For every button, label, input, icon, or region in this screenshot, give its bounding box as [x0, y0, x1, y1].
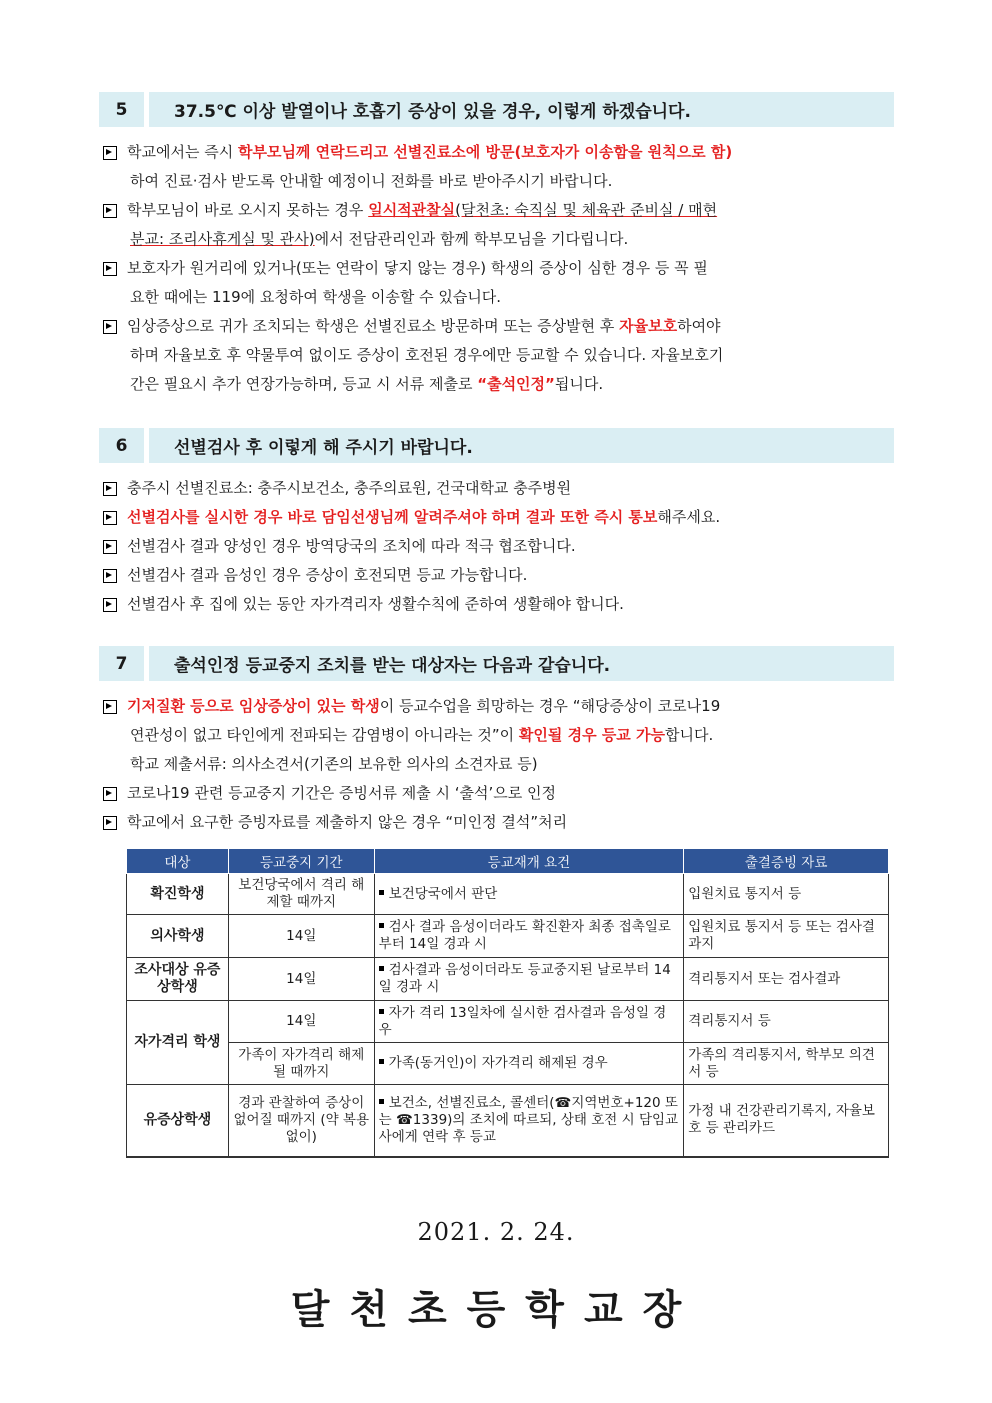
bullet-continuation: 학교 제출서류: 의사소견서(기존의 보유한 의사의 소견자료 등)	[130, 755, 538, 773]
table-row	[127, 874, 889, 915]
bullet-item: 충주시 선별진료소: 충주시보건소, 충주의료원, 건국대학교 충주병원	[103, 474, 898, 503]
section-number: 6	[99, 428, 144, 463]
section-number: 7	[99, 646, 144, 681]
table-cell: 입원치료 통지서 등	[684, 874, 889, 915]
table-cell: 가정 내 건강관리기록지, 자율보호 등 관리카드	[684, 1085, 889, 1157]
table-cell: 보건당국에서 판단	[374, 874, 684, 915]
table-cell: 14일	[228, 958, 374, 1001]
document-date: 2021. 2. 24.	[417, 1218, 575, 1246]
table-cell: 유증상학생	[127, 1085, 229, 1157]
bullet-item: 코로나19 관련 등교중지 기간은 증빙서류 제출 시 ‘출석’으로 인정	[103, 779, 898, 808]
arrow-box-icon	[103, 511, 117, 525]
section-6-header	[99, 428, 894, 463]
arrow-box-icon	[103, 482, 117, 496]
arrow-box-icon	[103, 700, 117, 714]
table-header-row	[127, 849, 889, 874]
arrow-box-icon	[103, 320, 117, 334]
table-cell: 검사 결과 음성이더라도 확진환자 최종 접촉일로부터 14일 경과 시	[374, 915, 684, 958]
arrow-box-icon	[103, 146, 117, 160]
table-cell: 검사결과 음성이더라도 등교중지된 날로부터 14일 경과 시	[374, 958, 684, 1001]
table-cell: 보건당국에서 격리 해제할 때까지	[228, 874, 374, 915]
bullet-continuation: 하여 진료·검사 받도록 안내할 예정이니 전화를 바로 받아주시기 바랍니다.	[130, 172, 613, 190]
bullet-item: 선별검사 후 집에 있는 동안 자가격리자 생활수칙에 준하여 생활해야 합니다.	[103, 590, 898, 619]
table-cell: 입원치료 통지서 등 또는 검사결과지	[684, 915, 889, 958]
table-cell: 자가 격리 13일차에 실시한 검사결과 음성일 경우	[374, 1001, 684, 1043]
table-cell: 의사학생	[127, 915, 229, 958]
bullet-item: 보호자가 원거리에 있거나(또는 연락이 닿지 않는 경우) 학생의 증상이 심한 경우 등 꼭 필	[103, 254, 898, 283]
table-cell: 격리통지서 등	[684, 1001, 889, 1043]
section-7-header	[99, 646, 894, 681]
table-header: 출결증빙 자료	[684, 849, 889, 874]
arrow-box-icon	[103, 787, 117, 801]
bullet-item: 선별검사 결과 음성인 경우 증상이 호전되면 등교 가능합니다.	[103, 561, 898, 590]
table-cell: 경과 관찰하여 증상이 없어질 때까지 (약 복용없이)	[228, 1085, 374, 1157]
section-title: 출석인정 등교중지 조치를 받는 대상자는 다음과 같습니다.	[149, 646, 894, 681]
table-cell: 보건소, 선별진료소, 콜센터(☎지역번호+120 또는 ☎1339)의 조치에 따르되, 상태 호전 시 담임교사에게 연락 후 등교	[374, 1085, 684, 1157]
table-cell: 가족의 격리통지서, 학부모 의견서 등	[684, 1043, 889, 1085]
section-5-body	[103, 138, 898, 399]
bullet-continuation: 하며 자율보호 후 약물투여 없이도 증상이 호전된 경우에만 등교할 수 있습니다. 자율보호기	[130, 346, 724, 364]
table-header: 등교중지 기간	[228, 849, 374, 874]
arrow-box-icon	[103, 569, 117, 583]
arrow-box-icon	[103, 540, 117, 554]
section-6-body	[103, 474, 898, 619]
bullet-item: 기저질환 등으로 임상증상이 있는 학생이 등교수업을 희망하는 경우 “해당증상이 코로나19	[103, 692, 898, 721]
bullet-item: 선별검사를 실시한 경우 바로 담임선생님께 알려주셔야 하며 결과 또한 즉시 통보해주세요.	[103, 503, 898, 532]
bullet-item: 선별검사 결과 양성인 경우 방역당국의 조치에 따라 적극 협조합니다.	[103, 532, 898, 561]
bullet-item: 학교에서는 즉시 학부모님께 연락드리고 선별진료소에 방문(보호자가 이송함을 원칙으로 함)	[103, 138, 898, 167]
table-cell: 14일	[228, 1001, 374, 1043]
table-header: 대상	[127, 849, 229, 874]
arrow-box-icon	[103, 204, 117, 218]
table-row	[127, 1001, 889, 1043]
bullet-item: 학교에서 요구한 증빙자료를 제출하지 않은 경우 “미인정 결석”처리	[103, 808, 898, 837]
section-5-header	[99, 92, 894, 127]
arrow-box-icon	[103, 816, 117, 830]
bullet-continuation: 요한 때에는 119에 요청하여 학생을 이송할 수 있습니다.	[130, 288, 502, 306]
table-cell: 조사대상 유증상학생	[127, 958, 229, 1001]
table-cell: 격리통지서 또는 검사결과	[684, 958, 889, 1001]
table-row	[127, 915, 889, 958]
arrow-box-icon	[103, 262, 117, 276]
section-7-body	[103, 692, 898, 837]
bullet-continuation: 간은 필요시 추가 연장가능하며, 등교 시 서류 제출로 “출석인정”됩니다.	[130, 375, 604, 393]
table-cell: 확진학생	[127, 874, 229, 915]
bullet-item: 학부모님이 바로 오시지 못하는 경우 일시적관찰실(달천초: 숙직실 및 체육관 준비실 / 매현	[103, 196, 898, 225]
attendance-table	[126, 848, 889, 1158]
section-title: 선별검사 후 이렇게 해 주시기 바랍니다.	[149, 428, 894, 463]
table-row	[127, 1043, 889, 1085]
bullet-item: 임상증상으로 귀가 조치되는 학생은 선별진료소 방문하며 또는 증상발현 후 자율보호하여야	[103, 312, 898, 341]
section-number: 5	[99, 92, 144, 127]
table-cell: 가족(동거인)이 자가격리 해제된 경우	[374, 1043, 684, 1085]
arrow-box-icon	[103, 598, 117, 612]
table-header: 등교재개 요건	[374, 849, 684, 874]
table-row	[127, 958, 889, 1001]
table-cell: 14일	[228, 915, 374, 958]
table-row	[127, 1085, 889, 1157]
signer-name: 달천초등학교장	[290, 1287, 702, 1333]
section-title: 37.5℃ 이상 발열이나 호흡기 증상이 있을 경우, 이렇게 하겠습니다.	[149, 92, 894, 127]
bullet-continuation: 연관성이 없고 타인에게 전파되는 감염병이 아니라는 것”이 확인될 경우 등교 가능합니다.	[130, 726, 714, 744]
table-cell: 가족이 자가격리 해제될 때까지	[228, 1043, 374, 1085]
table-cell: 자가격리 학생	[127, 1001, 229, 1085]
bullet-continuation: 분교: 조리사휴게실 및 관사)에서 전담관리인과 함께 학부모님을 기다립니다.	[130, 230, 629, 248]
